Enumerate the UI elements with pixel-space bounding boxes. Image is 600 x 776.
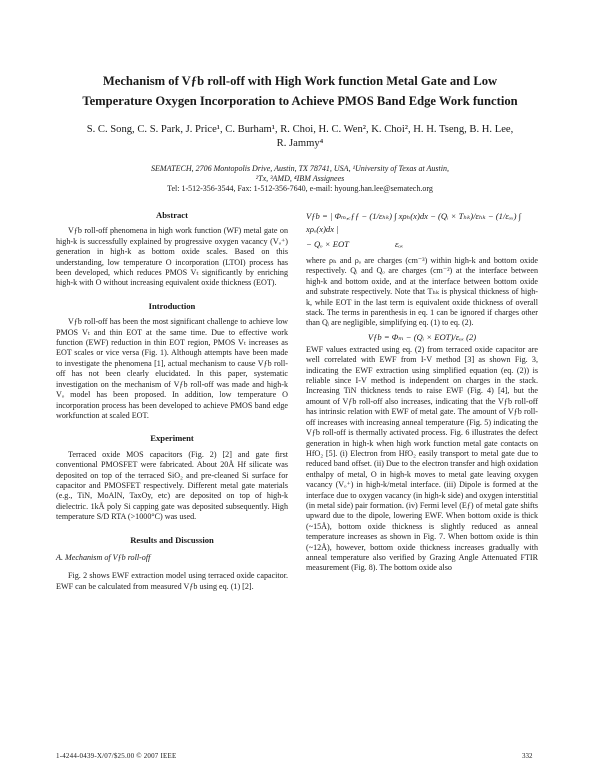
affiliation-line-1: SEMATECH, 2706 Montopolis Drive, Austin, TX 78741, USA, ¹University of Texas at Austin, — [151, 164, 449, 173]
author-list — [40, 123, 560, 151]
equation-1-numerator: − Qₒ × EOT — [306, 239, 349, 249]
right-column — [306, 210, 538, 574]
contact-line: Tel: 1-512-356-3544, Fax: 1-512-356-7640, e-mail: hyoung.han.lee@sematech.org — [167, 184, 433, 193]
equation-1-line-1: Vƒb = | Φₘ,ₑƒƒ − (1/εₕₖ) ∫ xρₕ(x)dx − (Qᵢ × Tₕₖ)/εₕₖ − (1/εₒₓ) ∫ xρₒ(x)dx | — [306, 211, 521, 234]
experiment-heading: Experiment — [150, 433, 194, 444]
paper-title — [60, 71, 540, 111]
title-line-2: Temperature Oxygen Incorporation to Achieve PMOS Band Edge Work function — [82, 94, 518, 108]
subsection-a-heading: A. Mechanism of Vƒb roll-off — [56, 552, 151, 562]
left-column — [56, 210, 288, 592]
equation-1-denominator: εₒₓ — [394, 239, 404, 249]
authors-line-1: S. C. Song, C. S. Park, J. Price¹, C. Burham¹, R. Choi, H. C. Wen², K. Choi², H. H. Tseng, B. H. Lee, — [86, 124, 514, 135]
abstract-text: Vƒb roll-off phenomena in high work function (WF) metal gate on high-k is successfully explained by progressive oxygen vacancy (Vₒ⁺) generation in high-k as bottom oxide scales. Based on this understanding, low temperature O incorporation (LTOI) process has been developed, which reduces PMOS Vₜ significantly by enriching high-k with O without increasing equivalent oxide thickness (EOT). — [56, 226, 288, 288]
authors-line-2: R. Jammy⁴ — [276, 138, 324, 149]
equation-1-line-2 — [306, 238, 403, 251]
copyright-footer: 1-4244-0439-X/07/$25.00 © 2007 IEEE — [56, 752, 177, 760]
results-heading: Results and Discussion — [130, 534, 214, 545]
right-text-1: where ρₕ and ρₒ are charges (cm⁻³) within high-k and bottom oxide respectively. Qᵢ and Qₒ are charges (cm⁻²) at the interface between high-k and bottom oxide, and at the interface between bottom oxide and substrate respectively. Note that Tₕₖ is physical thickness of high-k, while EOT in the last term is equivalent oxide thickness of overall stack. The terms in parenthesis in eq. 1 can be ignored if charges other than Qᵢ are negligible, simplifying eq. (1) to eq. (2). — [306, 256, 538, 328]
abstract-heading: Abstract — [156, 210, 188, 220]
title-line-1: Mechanism of Vƒb roll-off with High Work function Metal Gate and Low — [102, 74, 498, 88]
equation-1 — [306, 210, 538, 256]
introduction-heading: Introduction — [148, 300, 196, 311]
affiliations — [40, 164, 560, 194]
equation-2: Vƒb = Φₘ − (Qᵢ × EOT)/εₒₓ (2) — [367, 331, 477, 342]
results-text: Fig. 2 shows EWF extraction model using terraced oxide capacitor. EWF can be calculated from measured Vƒb using eq. (1) [2]. — [56, 571, 288, 591]
page-number: 332 — [522, 752, 533, 760]
experiment-text: Terraced oxide MOS capacitors (Fig. 2) [2] and gate first conventional PMOSFET were fabricated. About 20Å Hf silicate was deposited on top of the terraced SiO₂ and pre-cleaned Si surface for capacitor and PMOSFET respectively. Different metal gate materials (e.g., TiN, MoAlN, TaxOy, etc) are deposited on top of high-k dielectric. 1kÅ poly Si capping gate was deposited subsequently. High temperature S/D RTA (>1000°C) was used. — [56, 449, 288, 522]
introduction-text: Vƒb roll-off has been the most significant challenge to achieve low PMOS Vₜ and thin EOT at the same time. Due to effective work function (EWF) reduction in thin EOT region, PMOS Vₜ increases as EOT scales or vice versa (Fig. 1). Although attempts have been made to investigate the phenomena [1], actual mechanism to cause Vƒb roll-off has not been clearly elucidated. In this paper, systematic investigation on the mechanism of Vƒb roll-off was made and high-k Vₒ model has been proposed. In addition, low temperature O incorporation process has been developed to achieve PMOS band edge workfunction at scaled EOT. — [56, 317, 288, 420]
right-text-2: EWF values extracted using eq. (2) from terraced oxide capacitor are well correlated with EWF from I-V method [3] as shown Fig. 3, indicating the EWF extraction using simplified equation (eq. (2)) is reliable since I-V method is independent on charges in the stack. Increasing TiN thickness tends to raise EWF (Fig. 4) [4], but the amount of Vƒb roll-off also increases, indicating that the Vƒb roll-off has intrinsic relation with EWF of metal gate. The amount of Vƒb roll-off increases with increasing anneal temperature (Fig. 5) indicating the Vƒb roll-off is thermally activated process. Fig. 6 illustrates the defect generation in high-k when high work function metal gate contacts on HfO₂ [5]. (i) Electron from HfO₂ easily transport to metal gate due to reduced band offset. (ii) Due to the electron transfer and high oxidation enthalpy of metal, O in high-k moves to metal gate leaving oxygen vacancy (Vₒ⁺) in high-k/metal interface. (iii) Dipole is formed at the interface due to oxygen vacancy (in high-k side) and oxygen interstitial (in metal side) pair formation. (iv) Fermi level (Eƒ) of metal gate shifts upward due to the dipole, lowering EWF. When bottom oxide is thick (~15Å), bottom oxide thickness is slightly reduced as anneal temperature increases as shown in Fig. 7. When bottom oxide is thin (~12Å), however, bottom oxide thickness increases gradually with anneal temperature also verified by Grazing Angle Attenuated FTIR measurement (Fig. 8). The bottom oxide also — [306, 344, 538, 573]
affiliation-line-2: ²Tx, ³AMD, ⁴IBM Assignees — [255, 174, 345, 183]
